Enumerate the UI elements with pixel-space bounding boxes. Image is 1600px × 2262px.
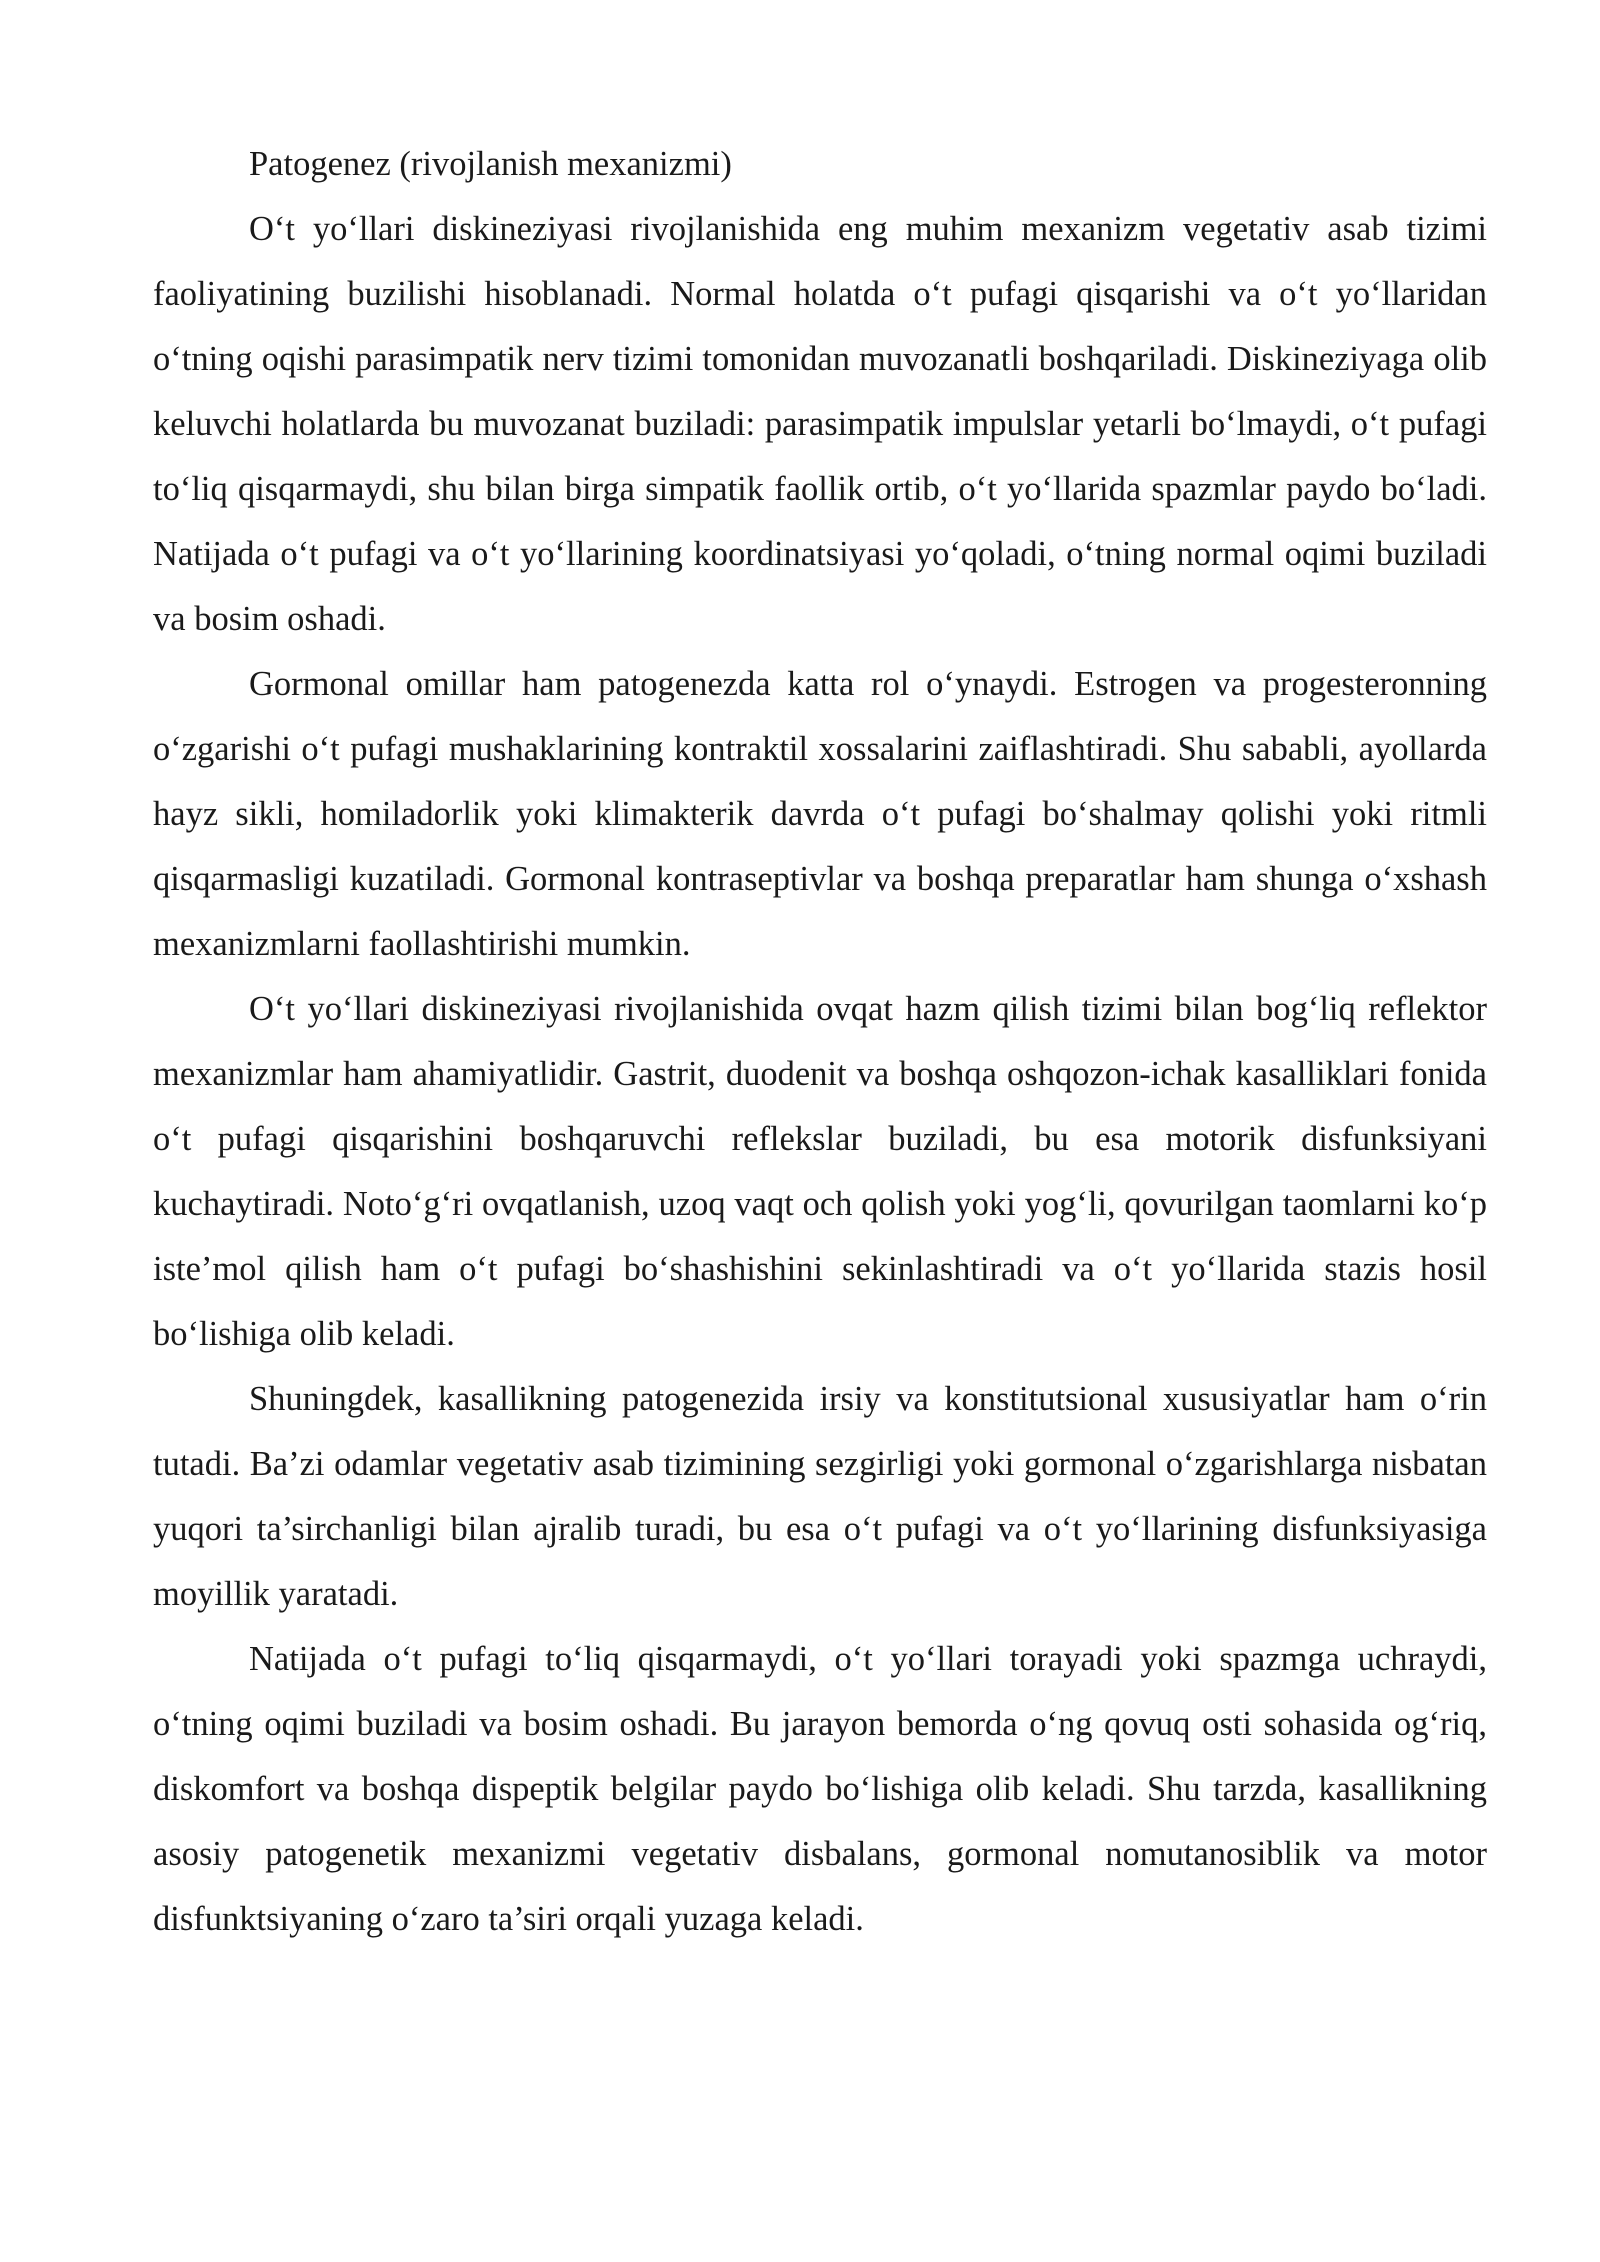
paragraph-conclusion: Natijada o‘t pufagi to‘liq qisqarmaydi, o‘t yo‘llari torayadi yoki spazmga uchraydi, o‘tning oqimi buziladi va bosim oshadi. Bu jarayon bemorda o‘ng qovuq osti sohasida og‘riq, diskomfort va boshqa dispeptik belgilar paydo bo‘lishiga olib keladi. Shu tarzda, kasallikning asosiy patogenetik mexanizmi vegetativ disbalans, gormonal nomutanosiblik va motor disfunktsiyaning o‘zaro ta’siri orqali yuzaga keladi. [153,1640,1487,1938]
document-page [153,132,1487,1952]
paragraph-hereditary-factors: Shuningdek, kasallikning patogenezida irsiy va konstitutsional xususiyatlar ham o‘rin tutadi. Ba’zi odamlar vegetativ asab tizimining sezgirligi yoki gormonal o‘zgarishlarga nisbatan yuqori ta’sirchanligi bilan ajralib turadi, bu esa o‘t pufagi va o‘t yo‘llarining disfunksiyasiga moyillik yaratadi. [153,1380,1487,1613]
section-heading: Patogenez (rivojlanish mexanizmi) [249,145,732,183]
paragraph-autonomic-mechanism: O‘t yo‘llari diskineziyasi rivojlanishida eng muhim mexanizm vegetativ asab tizimi faoliyatining buzilishi hisoblanadi. Normal holatda o‘t pufagi qisqarishi va o‘t yo‘llaridan o‘tning oqishi parasimpatik nerv tizimi tomonidan muvozanatli boshqariladi. Diskineziyaga olib keluvchi holatlarda bu muvozanat buziladi: parasimpatik impulslar yetarli bo‘lmaydi, o‘t pufagi to‘liq qisqarmaydi, shu bilan birga simpatik faollik ortib, o‘t yo‘llarida spazmlar paydo bo‘ladi. Natijada o‘t pufagi va o‘t yo‘llarining koordinatsiyasi yo‘qoladi, o‘tning normal oqimi buziladi va bosim oshadi. [153,210,1487,638]
paragraph-hormonal-factors: Gormonal omillar ham patogenezda katta rol o‘ynaydi. Estrogen va progesteronning o‘zgarishi o‘t pufagi mushaklarining kontraktil xossalarini zaiflashtiradi. Shu sababli, ayollarda hayz sikli, homiladorlik yoki klimakterik davrda o‘t pufagi bo‘shalmay qolishi yoki ritmli qisqarmasligi kuzatiladi. Gormonal kontraseptivlar va boshqa preparatlar ham shunga o‘xshash mexanizmlarni faollashtirishi mumkin. [153,665,1487,963]
paragraph-reflex-mechanisms: O‘t yo‘llari diskineziyasi rivojlanishida ovqat hazm qilish tizimi bilan bog‘liq reflektor mexanizmlar ham ahamiyatlidir. Gastrit, duodenit va boshqa oshqozon-ichak kasalliklari fonida o‘t pufagi qisqarishini boshqaruvchi reflekslar buziladi, bu esa motorik disfunksiyani kuchaytiradi. Noto‘g‘ri ovqatlanish, uzoq vaqt och qolish yoki yog‘li, qovurilgan taomlarni ko‘p iste’mol qilish ham o‘t pufagi bo‘shashishini sekinlashtiradi va o‘t yo‘llarida stazis hosil bo‘lishiga olib keladi. [153,990,1487,1353]
